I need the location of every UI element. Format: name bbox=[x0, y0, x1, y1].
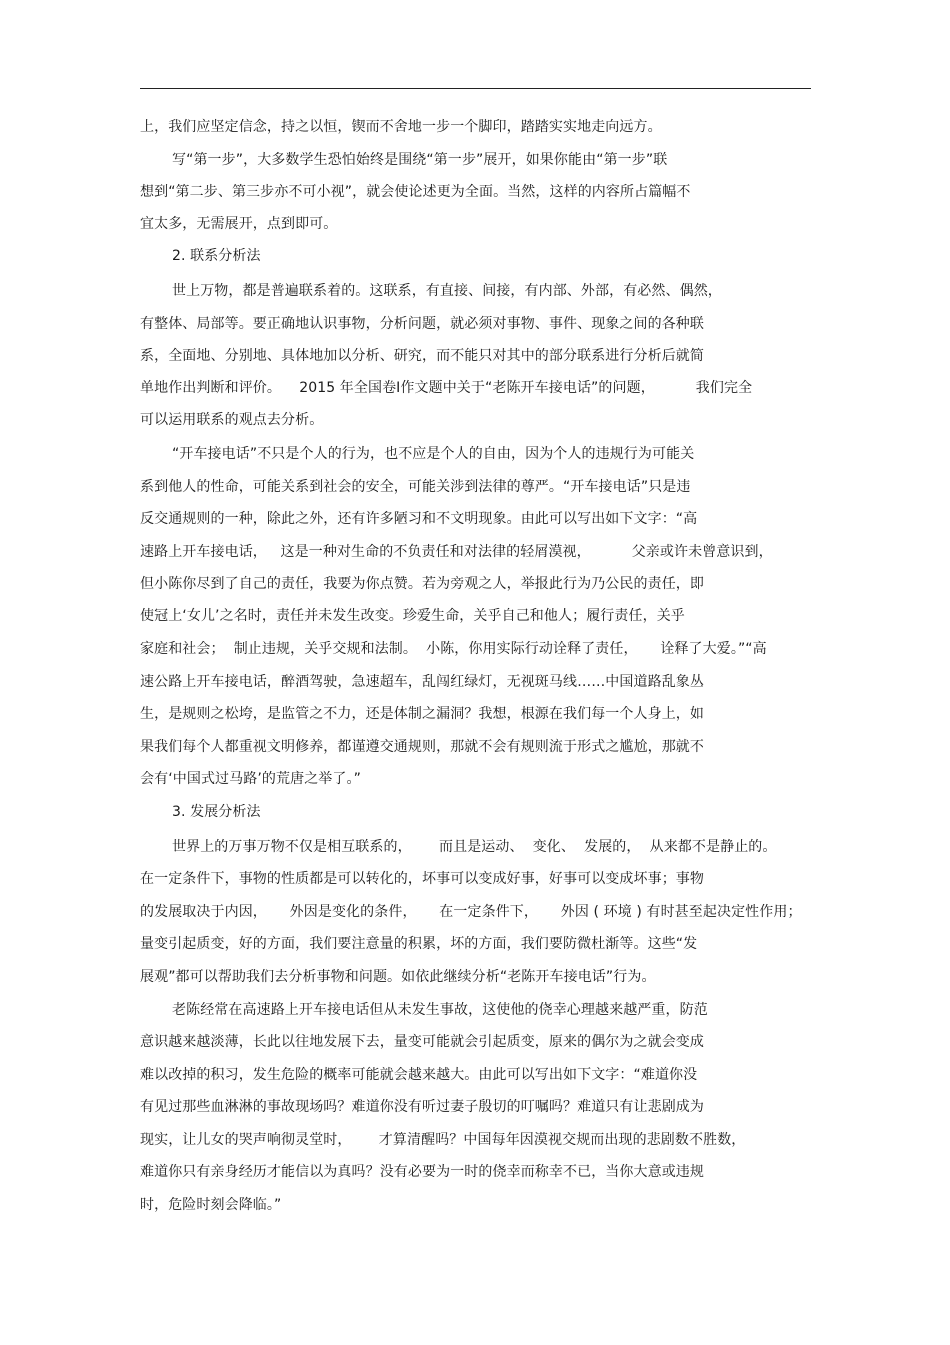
text-line: 速公路上开车接电话，醉酒驾驶，急速超车，乱闯红绿灯，无视斑马线……中国道路乱象丛 bbox=[140, 674, 704, 690]
text-line: 展观”都可以帮助我们去分析事物和问题。如依此继续分析“老陈开车接电话”行为。 bbox=[140, 969, 656, 985]
text-line: 生，是规则之松垮，是监管之不力，还是体制之漏洞？我想，根源在我们每一个人身上，如 bbox=[140, 706, 704, 722]
text-line: “开车接电话”不只是个人的行为，也不应是个人的自由，因为个人的违规行为可能关 bbox=[172, 446, 695, 462]
section-heading: 2. 联系分析法 bbox=[172, 248, 261, 264]
text-line: 世界上的万事万物不仅是相互联系的， 而且是运动、 变化、 发展的， 从来都不是静止的。 bbox=[172, 839, 777, 855]
text-line: 会有‘中国式过马路’的荒唐之举了。” bbox=[140, 771, 361, 787]
text-line: 难道你只有亲身经历才能信以为真吗？没有必要为一时的侥幸而称幸不已，当你大意或违规 bbox=[140, 1164, 704, 1180]
text-line: 速路上开车接电话， 这是一种对生命的不负责任和对法律的轻屑漠视， 父亲或许未曾意识到， bbox=[140, 544, 773, 560]
text-line: 有整体、局部等。要正确地认识事物，分析问题，就必须对事物、事件、现象之间的各种联 bbox=[140, 316, 704, 332]
text-line: 宜太多，无需展开，点到即可。 bbox=[140, 216, 338, 232]
text-line: 世上万物，都是普遍联系着的。这联系，有直接、间接，有内部、外部，有必然、偶然， bbox=[172, 283, 722, 299]
text-line: 有见过那些血淋淋的事故现场吗？难道你没有听过妻子殷切的叮嘱吗？难道只有让悲剧成为 bbox=[140, 1099, 704, 1115]
text-line: 系，全面地、分别地、具体地加以分析、研究，而不能只对其中的部分联系进行分析后就简 bbox=[140, 348, 704, 364]
text-line: 系到他人的性命，可能关系到社会的安全，可能关涉到法律的尊严。“开车接电话”只是违 bbox=[140, 479, 691, 495]
text-line: 果我们每个人都重视文明修养，都谨遵交通规则，那就不会有规则流于形式之尴尬，那就不 bbox=[140, 739, 704, 755]
text-line: 量变引起质变，好的方面，我们要注意量的积累，坏的方面，我们要防微杜渐等。这些“发 bbox=[140, 936, 698, 952]
text-line: 想到“第二步、第三步亦不可小视”，就会使论述更为全面。当然，这样的内容所占篇幅不 bbox=[140, 184, 691, 200]
text-line: 上，我们应坚定信念，持之以恒，锲而不舍地一步一个脚印，踏踏实实地走向远方。 bbox=[140, 119, 662, 135]
text-line: 难以改掉的积习，发生危险的概率可能就会越来越大。由此可以写出如下文字：“难道你没 bbox=[140, 1067, 698, 1083]
text-line: 时，危险时刻会降临。” bbox=[140, 1197, 282, 1213]
text-line: 但小陈你尽到了自己的责任，我要为你点赞。若为旁观之人，举报此行为乃公民的责任，即 bbox=[140, 576, 704, 592]
text-line: 意识越来越淡薄，长此以往地发展下去，量变可能就会引起质变，原来的偶尔为之就会变成 bbox=[140, 1034, 704, 1050]
header-rule bbox=[140, 88, 811, 89]
text-line: 老陈经常在高速路上开车接电话但从未发生事故，这使他的侥幸心理越来越严重，防范 bbox=[172, 1002, 708, 1018]
text-line: 反交通规则的一种，除此之外，还有许多陋习和不文明现象。由此可以写出如下文字：“高 bbox=[140, 511, 698, 527]
text-line: 可以运用联系的观点去分析。 bbox=[140, 412, 324, 428]
text-line: 的发展取决于内因， 外因是变化的条件， 在一定条件下， 外因 ( 环境 ) 有时甚至起决定性作用； bbox=[140, 904, 802, 920]
text-line: 现实，让儿女的哭声响彻灵堂时， 才算清醒吗？中国每年因漠视交规而出现的悲剧数不胜数， bbox=[140, 1132, 746, 1148]
text-line: 单地作出判断和评价。 2015 年全国卷Ⅰ作文题中关于“老陈开车接电话”的问题， 我们完全 bbox=[140, 380, 753, 396]
text-line: 家庭和社会； 制止违规，关乎交规和法制。 小陈，你用实际行动诠释了责任， 诠释了大爱。”“高 bbox=[140, 641, 767, 657]
text-line: 使冠上‘女儿’之名时，责任并未发生改变。珍爱生命，关乎自己和他人；履行责任，关乎 bbox=[140, 608, 685, 624]
text-line: 写“第一步”，大多数学生恐怕始终是围绕“第一步”展开，如果你能由“第一步”联 bbox=[172, 152, 668, 168]
text-line: 在一定条件下，事物的性质都是可以转化的，坏事可以变成好事，好事可以变成坏事；事物 bbox=[140, 871, 704, 887]
section-heading: 3. 发展分析法 bbox=[172, 804, 261, 820]
